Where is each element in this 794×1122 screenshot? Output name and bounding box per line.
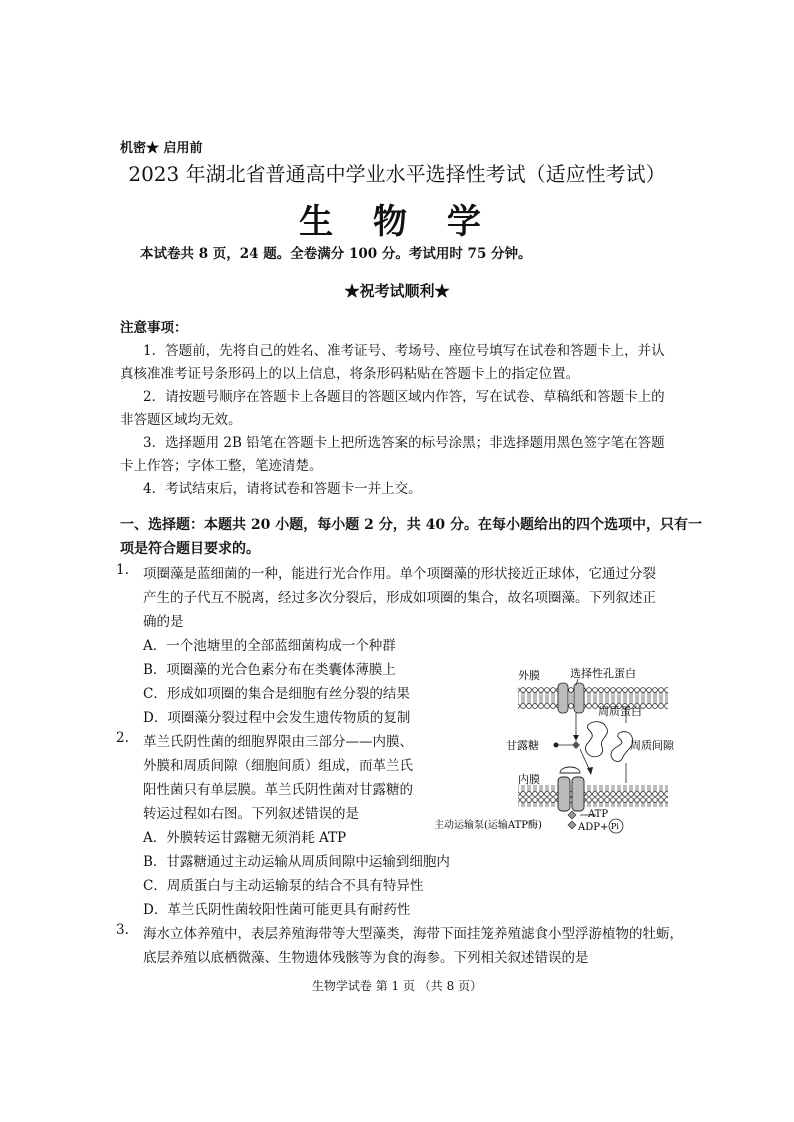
membrane-transport-figure (430, 665, 680, 840)
option-a: A．一个池塘里的全部蓝细菌构成一个种群 (143, 638, 396, 654)
exam-meta: 本试卷共 8 页，24 题。全卷满分 100 分。考试用时 75 分钟。 (140, 246, 532, 262)
adp-label: ADP+ (578, 822, 609, 833)
question-text: 确的是 (143, 614, 184, 630)
question-text: 革兰氏阴性菌的细胞界限由三部分——内膜、 (143, 734, 413, 750)
question-text: 海水立体养殖中，表层养殖海带等大型藻类，海带下面挂笼养殖滤食小型浮游植物的牡蛎， (143, 926, 683, 942)
mannose-molecule (572, 741, 580, 749)
inner-membrane-bilayer (518, 785, 668, 807)
question-text: 外膜和周质间隙（细胞间质）组成，而革兰氏 (143, 758, 413, 774)
pump-label: 主动运输泵(运输ATP酶) (434, 820, 542, 831)
periplasmic-protein (585, 722, 607, 757)
periplasmic-protein-label: 周质蛋白 (598, 705, 642, 718)
atp-label: ATP (588, 809, 609, 820)
good-luck-banner: ★祝考试顺利★ (344, 282, 450, 300)
section-heading-cont: 项是符合题目要求的。 (120, 541, 260, 557)
outer-membrane-label: 外膜 (518, 669, 540, 682)
question-text: 项圈藻是蓝细菌的一种，能进行光合作用。单个项圈藻的形状接近正球体，它通过分裂 (143, 566, 656, 582)
page-footer: 生物学试卷 第 1 页 （共 8 页） (311, 979, 483, 993)
question-number: 1. (116, 562, 129, 578)
notice-line: 卡上作答；字体工整，笔迹清楚。 (120, 458, 323, 474)
notice-heading: 注意事项： (120, 320, 188, 336)
confidential-mark: 机密★ 启用前 (120, 141, 203, 156)
notice-line: 真核准准考证号条形码上的以上信息，将条形码粘贴在答题卡上的指定位置。 (120, 366, 579, 382)
question-number: 3. (116, 922, 129, 938)
question-text: 阳性菌只有单层膜。革兰氏阴性菌对甘露糖的 (143, 782, 413, 798)
question-text: 产生的子代互不脱离，经过多次分裂后，形成如项圈的集合，故名项圈藻。下列叙述正 (143, 590, 656, 606)
exam-title: 2023 年湖北省普通高中学业水平选择性考试（适应性考试） (128, 162, 666, 186)
option-d: D．项圈藻分裂过程中会发生遗传物质的复制 (143, 710, 411, 726)
notice-line: 2．请按题号顺序在答题卡上各题目的答题区域内作答，写在试卷、草稿纸和答题卡上的 (143, 389, 665, 405)
porin-label: 选择性孔蛋白 (570, 667, 636, 680)
question-number: 2. (116, 730, 129, 746)
periplasm-label: 周质间隙 (630, 739, 674, 752)
outer-membrane-bilayer (518, 687, 668, 709)
option-a: A．外膜转运甘露糖无须消耗 ATP (143, 830, 347, 846)
notice-line: 4．考试结束后，请将试卷和答题卡一并上交。 (143, 481, 422, 497)
option-c: C．周质蛋白与主动运输泵的结合不具有特异性 (143, 878, 424, 894)
option-b: B．项圈藻的光合色素分布在类囊体薄膜上 (143, 662, 396, 678)
option-d: D．革兰氏阴性菌较阳性菌可能更具有耐药性 (143, 902, 411, 918)
notice-line: 1．答题前，先将自己的姓名、准考证号、考场号、座位号填写在试卷和答题卡上，并认 (143, 343, 665, 359)
inner-membrane-label: 内膜 (518, 773, 540, 786)
notice-line: 非答题区域均无效。 (120, 412, 242, 428)
question-text: 底层养殖以底栖微藻、生物遗体残骸等为食的海参。下列相关叙述错误的是 (143, 950, 589, 966)
option-c: C．形成如项圈的集合是细胞有丝分裂的结果 (143, 686, 410, 702)
question-text: 转运过程如右图。下列叙述错误的是 (143, 806, 359, 822)
notice-line: 3．选择题用 2B 铅笔在答题卡上把所选答案的标号涂黑；非选择题用黑色签字笔在答题 (143, 435, 665, 451)
subject-title: 生 物 学 (299, 202, 495, 242)
section-heading: 一、选择题：本题共 20 小题，每小题 2 分，共 40 分。在每小题给出的四个选项中，只有一 (120, 517, 702, 533)
mannose-label: 甘露糖 (506, 739, 539, 752)
phosphate-label: Pi (611, 822, 619, 831)
option-b: B．甘露糖通过主动运输从周质间隙中运输到细胞内 (143, 854, 450, 870)
